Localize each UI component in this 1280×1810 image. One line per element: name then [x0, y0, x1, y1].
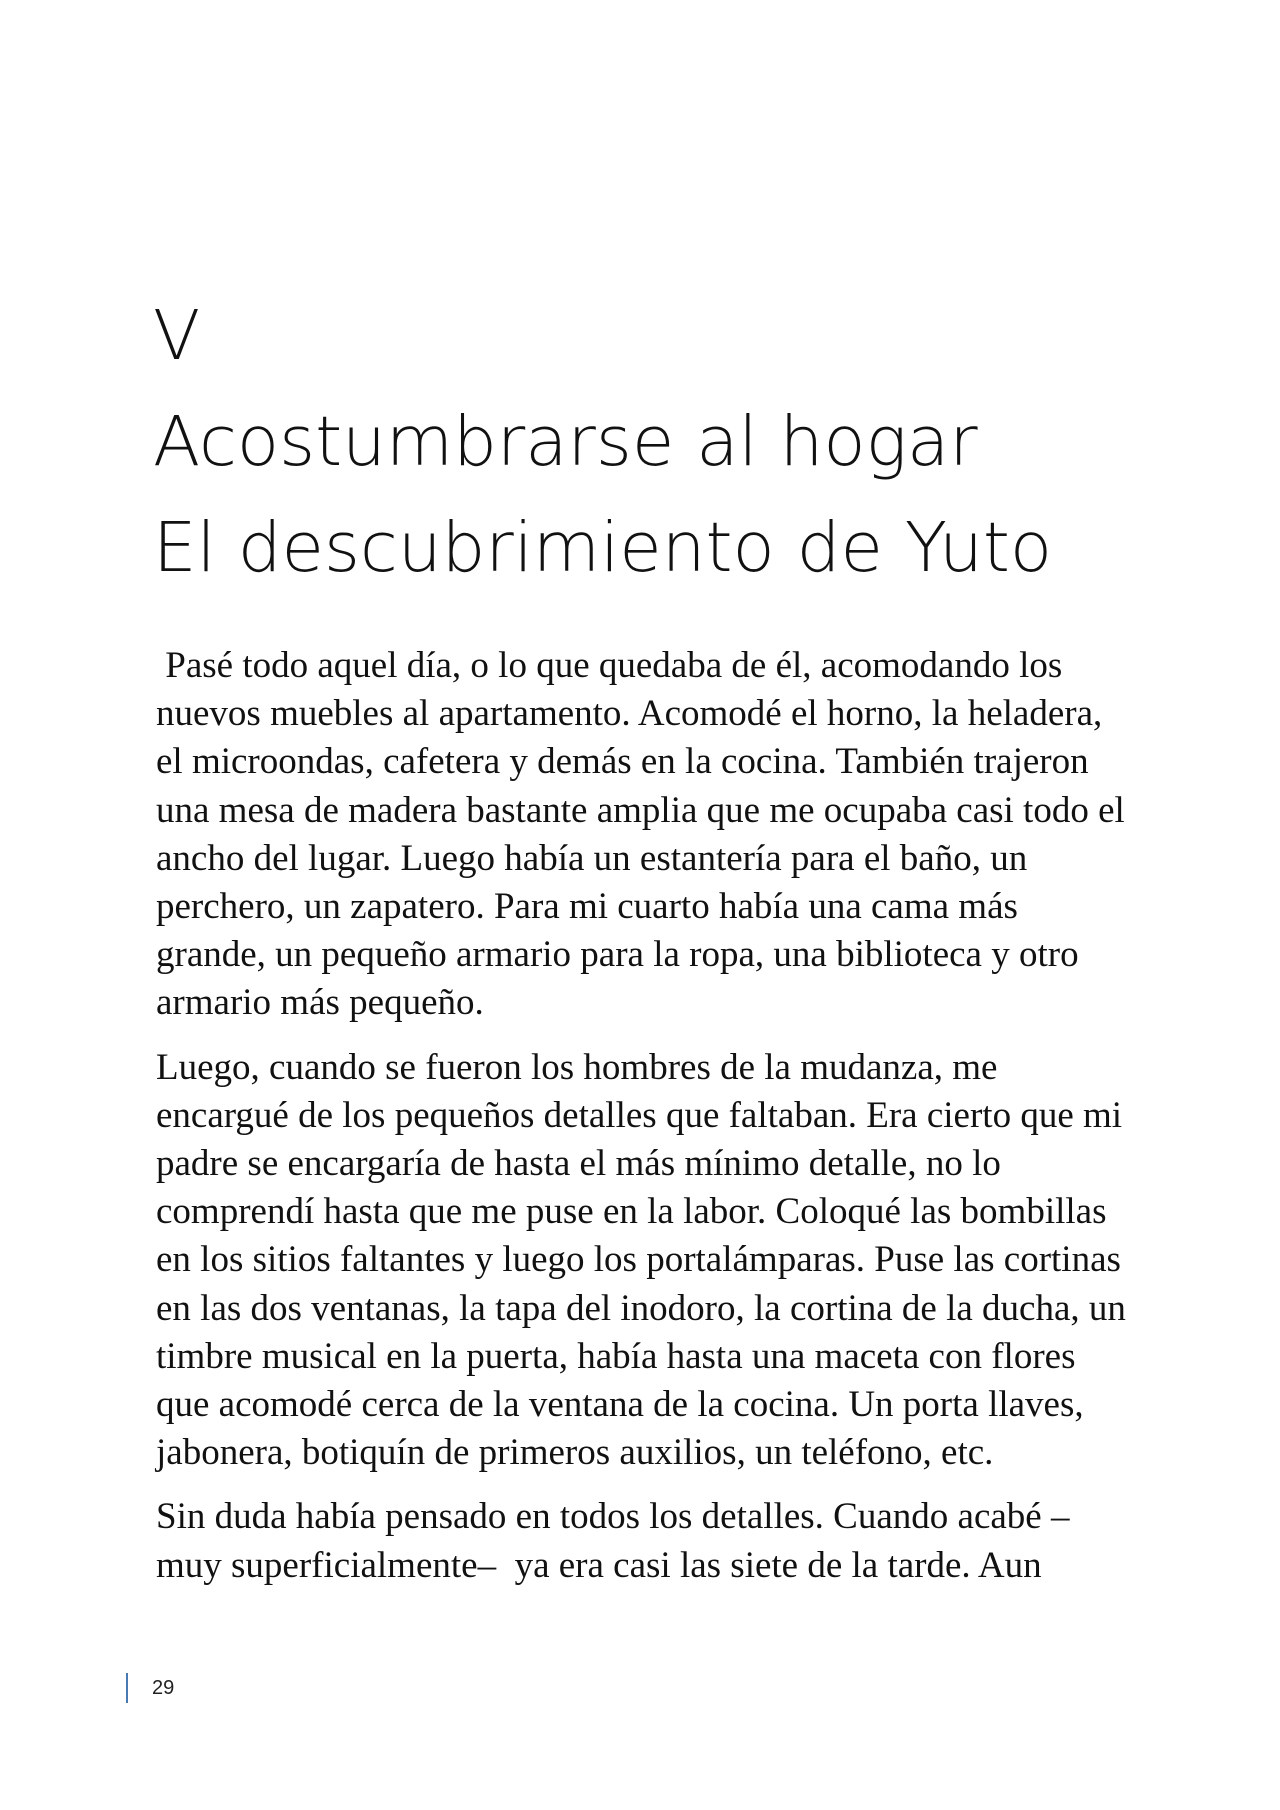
paragraph-2: Luego, cuando se fueron los hombres de la mudanza, me encargué de los pequeños detalles que faltaban. Era cierto que mi padre se encargaría de hasta el más mínimo detalle, no lo comprendí hasta que me puse en la labor. Coloqué las bombillas en los sitios faltantes y luego los portalámparas. Puse las cortinas en las dos ventanas, la tapa del inodoro, la cortina de la ducha, un timbre musical en la puerta, había hasta una maceta con flores que acomodé cerca de la ventana de la cocina. Un porta llaves, jabonera, botiquín de primeros auxilios, un teléfono, etc.: [156, 1046, 1126, 1474]
paragraph-1: Pasé todo aquel día, o lo que quedaba de él, acomodando los nuevos muebles al apartamento. Acomodé el horno, la heladera, el microondas, cafetera y demás en la cocina. También trajeron una mesa de madera bastante amplia que me ocupaba casi todo el ancho del lugar. Luego había un estantería para el baño, un perchero, un zapatero. Para mi cuarto había una cama más grande, un pequeño armario para la ropa, una biblioteca y otro armario más pequeño.: [156, 645, 1135, 1024]
paragraph-3: Sin duda había pensado en todos los detalles. Cuando acabé –muy superficialmente– ya era casi las siete de la tarde. Aun: [156, 1496, 1070, 1586]
footer-accent-bar: [126, 1673, 128, 1703]
chapter-number: V: [153, 296, 201, 376]
chapter-body: [156, 642, 1135, 1606]
page-number: 29: [152, 1676, 175, 1699]
chapter-title: Acostumbrarse al hogar: [153, 402, 978, 482]
chapter-subtitle: El descubrimiento de Yuto: [153, 508, 1053, 588]
chapter-heading: [153, 283, 1153, 601]
page-footer: [126, 1670, 174, 1706]
